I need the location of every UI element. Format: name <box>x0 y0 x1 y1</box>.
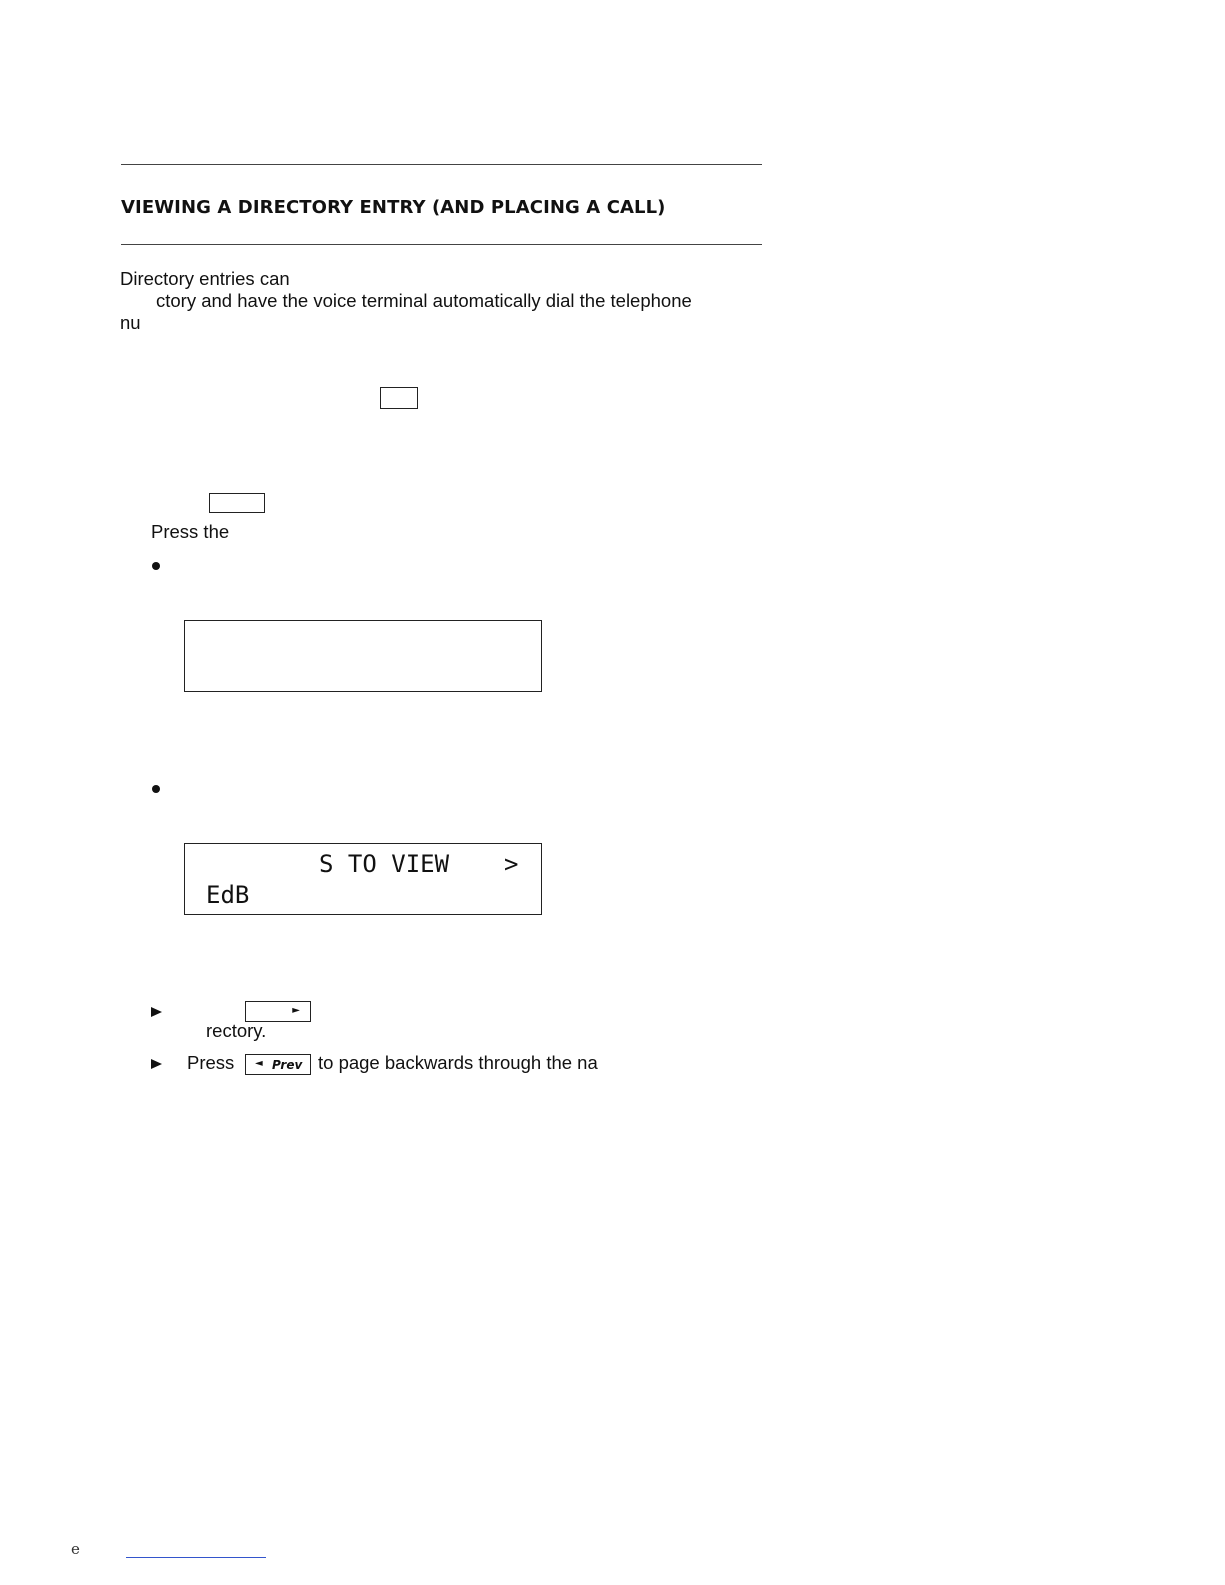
display-panel-second <box>184 843 542 915</box>
footer-link-underline[interactable] <box>126 1557 266 1558</box>
bullet-second-display <box>152 785 160 793</box>
intro-line-3: nu <box>120 312 141 333</box>
prev-press-label: Press <box>187 1052 235 1073</box>
next-continuation: rectory. <box>206 1020 267 1041</box>
step-press-the: Press the <box>151 521 230 542</box>
intro-line-2: ctory and have the voice terminal automatically dial the telephone <box>156 290 692 311</box>
display-second-more-indicator: > <box>504 850 519 878</box>
display-panel-first <box>184 620 542 692</box>
prev-key-button[interactable] <box>245 1054 311 1075</box>
top-rule <box>121 164 762 165</box>
display-second-row-2: EdB <box>206 881 250 909</box>
footer-left-text: e <box>71 1540 80 1558</box>
heading-rule <box>121 244 762 245</box>
next-key-button[interactable] <box>245 1001 311 1022</box>
section-title: VIEWING A DIRECTORY ENTRY (AND PLACING A CALL) <box>121 197 666 218</box>
left-arrow-icon: ◄ <box>255 1058 263 1069</box>
step-key-button[interactable] <box>209 493 265 513</box>
prev-arrow-bullet <box>151 1059 162 1069</box>
prev-description: to page backwards through the na <box>318 1052 598 1073</box>
right-arrow-icon: ► <box>292 1005 300 1016</box>
next-arrow-bullet <box>151 1007 162 1017</box>
display-second-row-1: S TO VIEW <box>319 850 450 878</box>
inline-key-button[interactable] <box>380 387 418 409</box>
intro-line-1: Directory entries can <box>120 268 290 289</box>
bullet-first-display <box>152 562 160 570</box>
prev-key-label: Prev <box>272 1058 303 1072</box>
